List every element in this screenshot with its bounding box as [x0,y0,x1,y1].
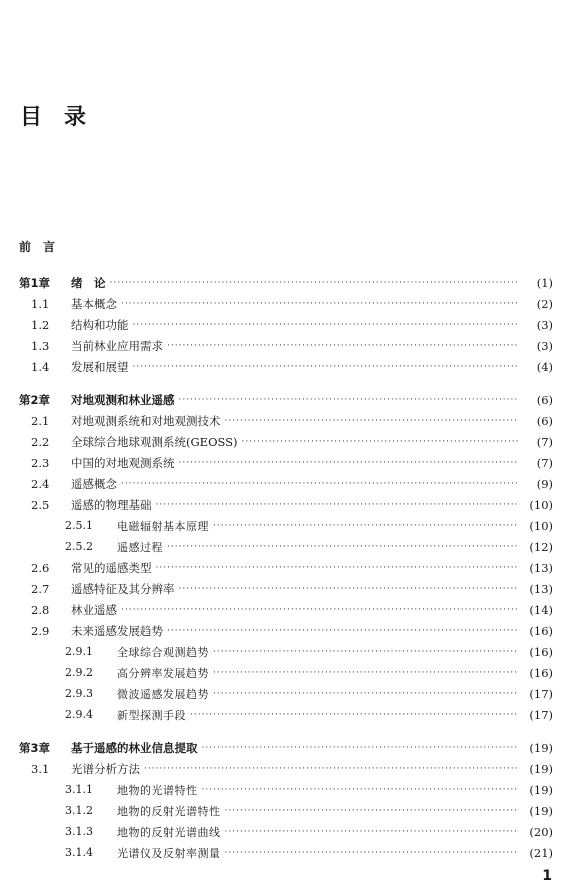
entry-title: 林业遥感 [71,602,117,617]
toc-chapter-entry [19,737,553,758]
entry-number: 2.9.4 [65,708,93,721]
entry-number: 2.2 [31,434,50,449]
entry-page: (10) [529,518,553,533]
entry-page: (9) [536,476,553,491]
entry-number: 3.1 [31,761,50,776]
entry-title: 对地观测和林业遥感 [71,392,175,407]
dot-leader [179,395,520,405]
dot-leader [225,806,520,816]
dot-leader [156,500,520,510]
toc-section-entry [19,758,553,779]
toc-section-entry [19,314,553,335]
toc-section-entry [19,842,553,863]
entry-number: 3.1.3 [65,825,93,838]
dot-leader [167,341,519,351]
entry-title: 地物的光谱特性 [117,783,198,797]
entry-page: (16) [529,665,553,680]
dot-leader [121,479,519,489]
toc-section-entry [19,473,553,494]
toc-section-entry [19,431,553,452]
entry-page: (6) [536,392,553,407]
toc-section-entry [19,779,553,800]
entry-number: 1.1 [31,296,50,311]
dot-leader [225,416,520,426]
entry-title: 光谱仪及反射率测量 [117,846,221,860]
toc-chapter-entry [19,272,553,293]
entry-page: (19) [529,761,553,776]
entry-page: (17) [529,686,553,701]
entry-title: 高分辨率发展趋势 [117,666,209,680]
entry-number: 1.2 [31,317,50,332]
dot-leader [110,278,520,288]
toc-section-entry [19,704,553,725]
entry-title: 基于遥感的林业信息提取 [71,740,198,755]
entry-number: 第1章 [19,275,51,290]
toc-section-entry [19,620,553,641]
toc-section-entry [19,800,553,821]
dot-leader [213,647,519,657]
entry-number: 2.3 [31,455,50,470]
entry-page: (13) [529,560,553,575]
entry-number: 2.9.1 [65,645,93,658]
dot-leader [133,320,520,330]
entry-page: (10) [529,497,553,512]
entry-title: 遥感的物理基础 [71,497,152,512]
toc-section-entry [19,536,553,557]
dot-leader [133,362,520,372]
entry-page: (3) [536,338,553,353]
dot-leader [121,605,519,615]
entry-number: 2.8 [31,602,50,617]
dot-leader [167,626,519,636]
toc-section-entry [19,599,553,620]
entry-page: (6) [536,413,553,428]
entry-number: 2.5.2 [65,540,93,553]
toc-section-entry [19,578,553,599]
entry-number: 1.3 [31,338,50,353]
entry-title: 绪 论 [71,275,106,290]
entry-number: 2.5.1 [65,519,93,532]
entry-title: 全球综合地球观测系统(GEOSS) [71,434,238,449]
entry-number: 3.1.1 [65,783,93,796]
toc-section-entry [19,683,553,704]
dot-leader [242,437,519,447]
entry-title: 电磁辐射基本原理 [117,519,209,533]
toc-section-entry [19,452,553,473]
entry-title: 基本概念 [71,296,117,311]
title-char: 目 [20,105,43,130]
entry-title: 未来遥感发展趋势 [71,623,163,638]
dot-leader [225,848,520,858]
dot-leader [179,584,520,594]
entry-number: 2.9.2 [65,666,93,679]
entry-page: (19) [529,740,553,755]
title-char: 录 [64,105,87,130]
dot-leader [225,827,520,837]
entry-number: 2.6 [31,560,50,575]
toc-section-entry [19,557,553,578]
entry-number: 2.5 [31,497,50,512]
toc-chapter-entry [19,389,553,410]
entry-title: 遥感特征及其分辨率 [71,581,175,596]
preface-entry: 前 言 [19,240,56,254]
entry-number: 3.1.4 [65,846,93,859]
entry-title: 遥感概念 [71,476,117,491]
entry-title: 光谱分析方法 [71,761,140,776]
toc-section-entry [19,335,553,356]
entry-title: 地物的反射光谱曲线 [117,825,221,839]
entry-title: 地物的反射光谱特性 [117,804,221,818]
entry-page: (7) [536,455,553,470]
dot-leader [179,458,520,468]
entry-title: 结构和功能 [71,317,129,332]
toc-section-entry [19,515,553,536]
entry-number: 2.1 [31,413,50,428]
entry-page: (14) [529,602,553,617]
entry-page: (17) [529,707,553,722]
entry-title: 当前林业应用需求 [71,338,163,353]
toc-section-entry [19,641,553,662]
entry-number: 2.7 [31,581,50,596]
dot-leader [167,542,519,552]
toc-section-entry [19,494,553,515]
toc-section-entry [19,293,553,314]
dot-leader [121,299,519,309]
entry-page: (21) [529,845,553,860]
entry-page: (7) [536,434,553,449]
entry-page: (19) [529,803,553,818]
dot-leader [144,764,519,774]
entry-title: 新型探测手段 [117,708,186,722]
entry-number: 2.9.3 [65,687,93,700]
entry-number: 第2章 [19,392,51,407]
entry-page: (3) [536,317,553,332]
entry-title: 微波遥感发展趋势 [117,687,209,701]
entry-page: (1) [536,275,553,290]
entry-number: 2.4 [31,476,50,491]
toc-section-entry [19,356,553,377]
entry-title: 发展和展望 [71,359,129,374]
entry-page: (13) [529,581,553,596]
entry-number: 2.9 [31,623,50,638]
entry-title: 遥感过程 [117,540,163,554]
entry-number: 1.4 [31,359,50,374]
dot-leader [156,563,520,573]
entry-number: 3.1.2 [65,804,93,817]
dot-leader [213,689,519,699]
page-number: 1 [542,868,552,884]
entry-page: (20) [529,824,553,839]
entry-number: 第3章 [19,740,51,755]
dot-leader [213,521,519,531]
toc-section-entry [19,410,553,431]
entry-title: 全球综合观测趋势 [117,645,209,659]
entry-page: (12) [529,539,553,554]
dot-leader [190,710,519,720]
entry-page: (16) [529,644,553,659]
dot-leader [213,668,519,678]
toc-section-entry [19,821,553,842]
entry-page: (19) [529,782,553,797]
dot-leader [202,743,520,753]
toc-section-entry [19,662,553,683]
entry-page: (16) [529,623,553,638]
entry-title: 中国的对地观测系统 [71,455,175,470]
entry-title: 对地观测系统和对地观测技术 [71,413,221,428]
table-of-contents [19,272,553,863]
entry-title: 常见的遥感类型 [71,560,152,575]
entry-page: (2) [536,296,553,311]
page-title [20,100,86,131]
dot-leader [202,785,520,795]
entry-page: (4) [536,359,553,374]
